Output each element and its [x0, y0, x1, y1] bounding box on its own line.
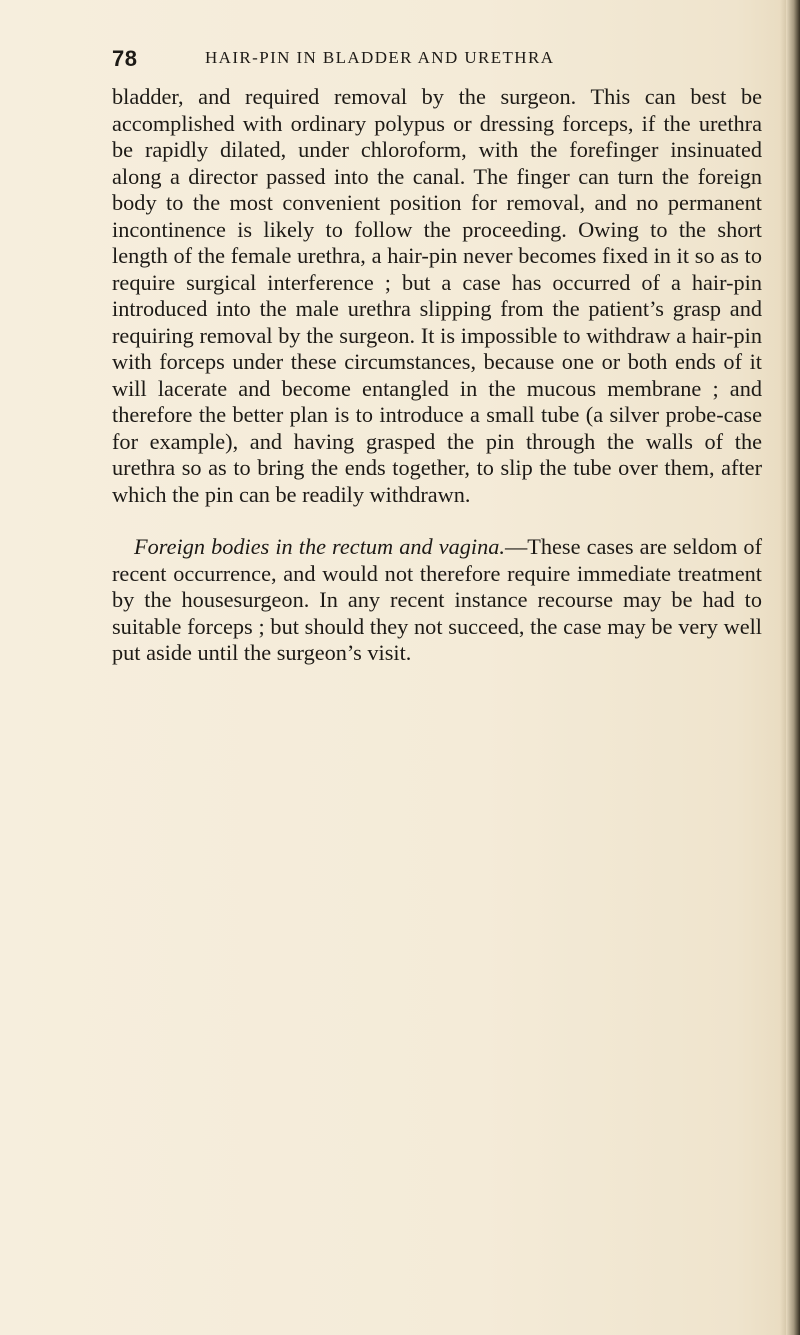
page-number: 78 — [112, 46, 138, 71]
paragraph — [112, 84, 762, 508]
body-text — [112, 84, 762, 667]
paragraph-text: —These cases are seldom of recent occurrence, and would not therefore require immediate treatment by the housesurgeon. In any recent instance recourse may be had to suitable forceps ; but should they not succeed, the case may be very well put aside until the surgeon’s visit. — [112, 534, 762, 665]
running-title: HAIR-PIN IN BLADDER AND URETHRA — [205, 48, 555, 67]
paragraph-text: bladder, and required removal by the surgeon. This can best be accomplished with ordinary polypus or dressing forceps, if the urethra be rapidly dilated, under chloroform, with the forefinger insinuated along a director passed into the canal. The finger can turn the foreign body to the most convenient position for removal, and no permanent incontinence is likely to follow the proceeding. Owing to the short length of the female urethra, a hair-pin never becomes fixed in it so as to require surgical interference ; but a case has occurred of a hair-pin introduced into the male urethra slipping from the patient’s grasp and requiring removal by the surgeon. It is impossible to withdraw a hair-pin with forceps under these circumstances, because one or both ends of it will lacerate and become entangled in the mucous membrane ; and therefore the better plan is to introduce a small tube (a silver probe-case for example), and having grasped the pin through the walls of the urethra so as to bring the ends together, to slip the tube over them, after which the pin can be readily withdrawn. — [112, 84, 762, 507]
paragraph — [112, 534, 762, 667]
page-header — [112, 46, 752, 76]
page-edge-shadow — [786, 0, 800, 1335]
section-heading-italic: Foreign bodies in the rectum and vagina. — [134, 534, 505, 559]
